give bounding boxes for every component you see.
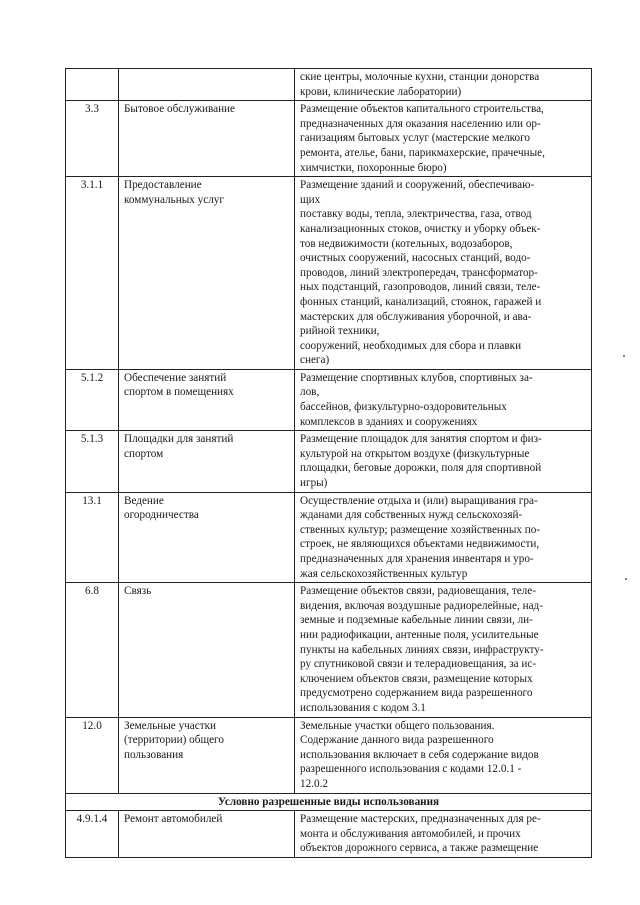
use-name [119,583,295,717]
use-description [295,583,592,717]
use-description-line: использования включает в себя содержание видов [300,748,539,761]
use-description-line: снега) [300,354,330,367]
use-description-line: строек, не являющихся объектами недвижимости, [300,538,540,551]
use-description-line: Осуществление отдыха и (или) выращивания гра- [300,494,538,507]
use-name-line: Земельные участки [124,719,217,732]
use-description-line: жая сельскохозяйственных культур [300,567,468,580]
use-code: 13.1 [66,492,119,583]
use-description-line: канализационных стоков, очистку и уборку объек- [300,222,541,235]
use-description-line: культурой на открытом воздухе (физкультурные [300,447,530,460]
use-description-line: видения, включая воздушные радиорелейные, над- [300,599,543,612]
use-description-line: Размещение зданий и сооружений, обеспечиваю- [300,179,535,192]
use-description-line: ганизациям бытовых услуг (мастерские мелкого [300,132,531,145]
use-name [119,492,295,583]
use-description-line: тов недвижимости (котельных, водозаборов, [300,237,513,250]
use-description-line: площадки, беговые дорожки, поля для спортивной [300,462,542,475]
use-description-line: земные и подземные кабельные линии связи, ли- [300,614,533,627]
use-description-line: Размещение спортивных клубов, спортивных за- [300,371,533,384]
use-description [295,492,592,583]
use-description-line: предназначенных для оказания населению или ор- [300,117,541,130]
table-row [66,101,592,177]
use-description-line: химчистки, похоронные бюро) [300,161,447,174]
use-description-line: пункты на кабельных линиях связи, инфраструкту- [300,643,544,656]
use-name [119,101,295,177]
scan-mark [623,355,625,357]
use-description-line: Размещение площадок для занятия спортом и физ- [300,433,542,446]
use-name-line: Ведение [124,494,164,507]
use-description-line: 12.0.2 [300,777,328,790]
conditional-uses-body [66,793,592,811]
use-description-line: использования с кодом 3.1 [300,701,426,714]
use-name-line: Обеспечение занятий [124,371,227,384]
use-code: 6.8 [66,583,119,717]
use-description-line: Размещение объектов капитального строительства, [300,103,544,116]
use-description [295,177,592,370]
use-code: 3.3 [66,101,119,177]
use-description [295,717,592,793]
use-description-line: ключением объектов связи, размещение которых [300,672,533,685]
use-description-line: жданами для собственных нужд сельскохозяй- [300,509,523,522]
permitted-uses-body [66,69,592,794]
use-name-line: спортом в помещениях [124,386,234,399]
use-description-line: проводов, линий электропередач, трансформатор- [300,266,538,279]
use-code: 5.1.3 [66,431,119,492]
use-name-line: Связь [124,585,152,598]
use-description-line: предназначенных для хранения инвентаря и уро- [300,553,534,565]
use-name-line: Предоставление [124,179,202,192]
use-description-line: Размещение мастерских, предназначенных для ре- [300,813,541,826]
use-name [119,177,295,370]
use-name [119,717,295,793]
table-row [66,69,592,101]
use-name-line: коммунальных услуг [124,193,224,206]
use-description-line: ру спутниковой связи и телерадиовещания, за ис- [300,658,537,671]
conditional-uses-rows [66,811,592,858]
use-description [295,369,592,430]
use-description-line: фонных станций, канализаций, стоянок, гаражей и [300,295,542,308]
table-row [66,369,592,430]
use-description-line: очистных сооружений, насосных станций, водо- [300,252,531,265]
use-name-line: огородничества [124,509,199,522]
use-name-line: Площадки для занятий [124,433,234,446]
use-description-line: игры) [300,477,328,490]
use-description-line: лов, [300,386,320,399]
land-use-table [65,68,592,858]
table-row [66,492,592,583]
use-description-line: объектов дорожного сервиса, а также размещение [300,842,539,855]
use-description-line: крови, клинические лаборатории) [300,85,462,98]
section-title: Условно разрешенные виды использования [66,793,592,811]
use-description-line: разрешенного использования с кодами 12.0.1 - [300,763,522,776]
use-code: 5.1.2 [66,369,119,430]
use-description-line: ские центры, молочные кухни, станции донорства [300,71,540,83]
use-code: 4.9.1.4 [66,811,119,858]
use-description-line: щих [300,193,321,206]
use-description-line: Земельные участки общего пользования. [300,719,495,732]
use-description-line: сооружений, необходимых для сбора и плавки [300,339,522,352]
use-description [295,431,592,492]
use-name-line: пользования [124,748,184,761]
table-row [66,717,592,793]
use-description-line: ных подстанций, газопроводов, линий связи, теле- [300,281,541,294]
use-description-line: поставку воды, тепла, электричества, газа, отвод [300,208,532,221]
use-description-line: ственных культур; размещение хозяйственных по- [300,523,541,536]
scan-mark [625,578,627,580]
use-description-line: нии радиофикации, антенные поля, усилительные [300,628,539,641]
use-code: 3.1.1 [66,177,119,370]
table-row [66,177,592,370]
use-code [66,69,119,101]
use-description [295,101,592,177]
use-name-line: Бытовое обслуживание [124,103,236,116]
use-description-line: Размещение объектов связи, радиовещания, теле- [300,585,536,598]
table-row [66,583,592,717]
use-description-line: бассейнов, физкультурно-оздоровительных [300,401,507,414]
use-code: 12.0 [66,717,119,793]
use-description-line: комплексов в зданиях и сооружениях [300,415,478,428]
use-description [295,811,592,858]
use-description-line: предусмотрено содержанием вида разрешенного [300,687,533,700]
use-description-line: ремонта, ателье, бани, парикмахерские, прачечные, [300,146,545,159]
use-description-line: мастерских для обслуживания уборочной, и ава- [300,310,532,323]
section-header-row [66,793,592,811]
table-row [66,431,592,492]
use-description [295,69,592,101]
use-name [119,811,295,858]
use-name [119,69,295,101]
use-description-line: Содержание данного вида разрешенного [300,734,494,747]
use-name-line: Ремонт автомобилей [124,813,223,826]
use-description-line: монта и обслуживания автомобилей, и прочих [300,827,521,840]
table-row [66,811,592,858]
use-description-line: рийной техники, [300,325,380,338]
use-name-line: спортом [124,447,164,460]
use-name-line: (территории) общего [124,734,224,747]
use-name [119,431,295,492]
use-name [119,369,295,430]
